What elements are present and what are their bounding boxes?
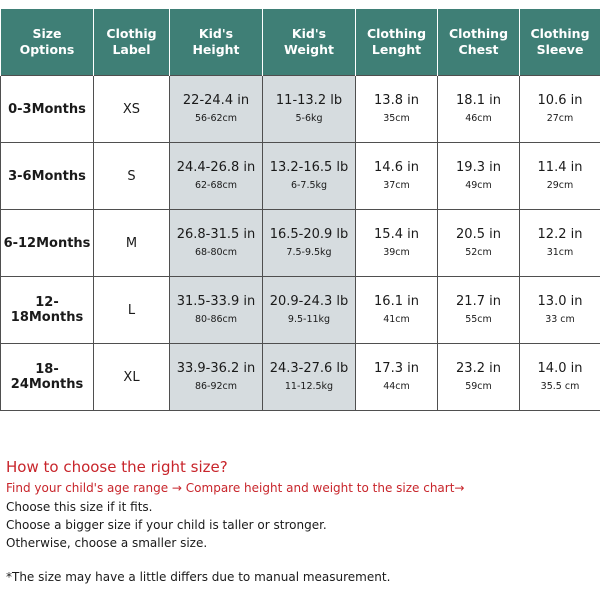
guide-line: Choose this size if it fits. (6, 500, 153, 514)
sleeve-cell: 13.0 in 33 cm (520, 277, 600, 344)
header-row (1, 9, 600, 76)
header-kids-weight: Kid's Weight (263, 9, 356, 76)
header-clothing-label: Clothig Label (94, 9, 170, 76)
chest-cell: 20.5 in 52cm (438, 210, 520, 277)
weight-cell: 20.9-24.3 lb 9.5-11kg (263, 277, 356, 344)
length-cell: 14.6 in 37cm (356, 143, 438, 210)
clothing-label-cell: XS (94, 76, 170, 143)
size-chart-table (0, 9, 600, 411)
size-option-cell: 6-12Months (1, 210, 94, 277)
length-cell: 13.8 in 35cm (356, 76, 438, 143)
size-option-cell: 3-6Months (1, 143, 94, 210)
header-clothing-chest: Clothing Chest (438, 9, 520, 76)
chest-cell: 18.1 in 46cm (438, 76, 520, 143)
chest-cell: 19.3 in 49cm (438, 143, 520, 210)
sleeve-cell: 14.0 in 35.5 cm (520, 344, 600, 411)
header-clothing-length: Clothing Lenght (356, 9, 438, 76)
guide-title: How to choose the right size? (6, 458, 228, 476)
length-cell: 16.1 in 41cm (356, 277, 438, 344)
clothing-label-cell: L (94, 277, 170, 344)
weight-cell: 16.5-20.9 lb 7.5-9.5kg (263, 210, 356, 277)
header-kids-height: Kid's Height (170, 9, 263, 76)
sleeve-cell: 12.2 in 31cm (520, 210, 600, 277)
height-cell: 24.4-26.8 in 62-68cm (170, 143, 263, 210)
sleeve-cell: 11.4 in 29cm (520, 143, 600, 210)
chest-cell: 21.7 in 55cm (438, 277, 520, 344)
length-cell: 15.4 in 39cm (356, 210, 438, 277)
table-row (1, 344, 600, 411)
clothing-label-cell: XL (94, 344, 170, 411)
guide-steps: Find your child's age range → Compare height and weight to the size chart→ (6, 481, 465, 495)
clothing-label-cell: M (94, 210, 170, 277)
weight-cell: 24.3-27.6 lb 11-12.5kg (263, 344, 356, 411)
header-size-options: Size Options (1, 9, 94, 76)
height-cell: 31.5-33.9 in 80-86cm (170, 277, 263, 344)
weight-cell: 11-13.2 lb 5-6kg (263, 76, 356, 143)
guide-line: Choose a bigger size if your child is taller or stronger. (6, 518, 327, 532)
measurement-disclaimer: *The size may have a little differs due to manual measurement. (6, 570, 391, 584)
size-option-cell: 12-18Months (1, 277, 94, 344)
guide-line: Otherwise, choose a smaller size. (6, 536, 208, 550)
table-row (1, 277, 600, 344)
length-cell: 17.3 in 44cm (356, 344, 438, 411)
size-option-cell: 0-3Months (1, 76, 94, 143)
table-row (1, 143, 600, 210)
height-cell: 22-24.4 in 56-62cm (170, 76, 263, 143)
weight-cell: 13.2-16.5 lb 6-7.5kg (263, 143, 356, 210)
size-option-cell: 18-24Months (1, 344, 94, 411)
height-cell: 33.9-36.2 in 86-92cm (170, 344, 263, 411)
chest-cell: 23.2 in 59cm (438, 344, 520, 411)
clothing-label-cell: S (94, 143, 170, 210)
table-row (1, 210, 600, 277)
height-cell: 26.8-31.5 in 68-80cm (170, 210, 263, 277)
sleeve-cell: 10.6 in 27cm (520, 76, 600, 143)
size-guide (6, 456, 596, 586)
table-row (1, 76, 600, 143)
header-clothing-sleeve: Clothing Sleeve (520, 9, 600, 76)
